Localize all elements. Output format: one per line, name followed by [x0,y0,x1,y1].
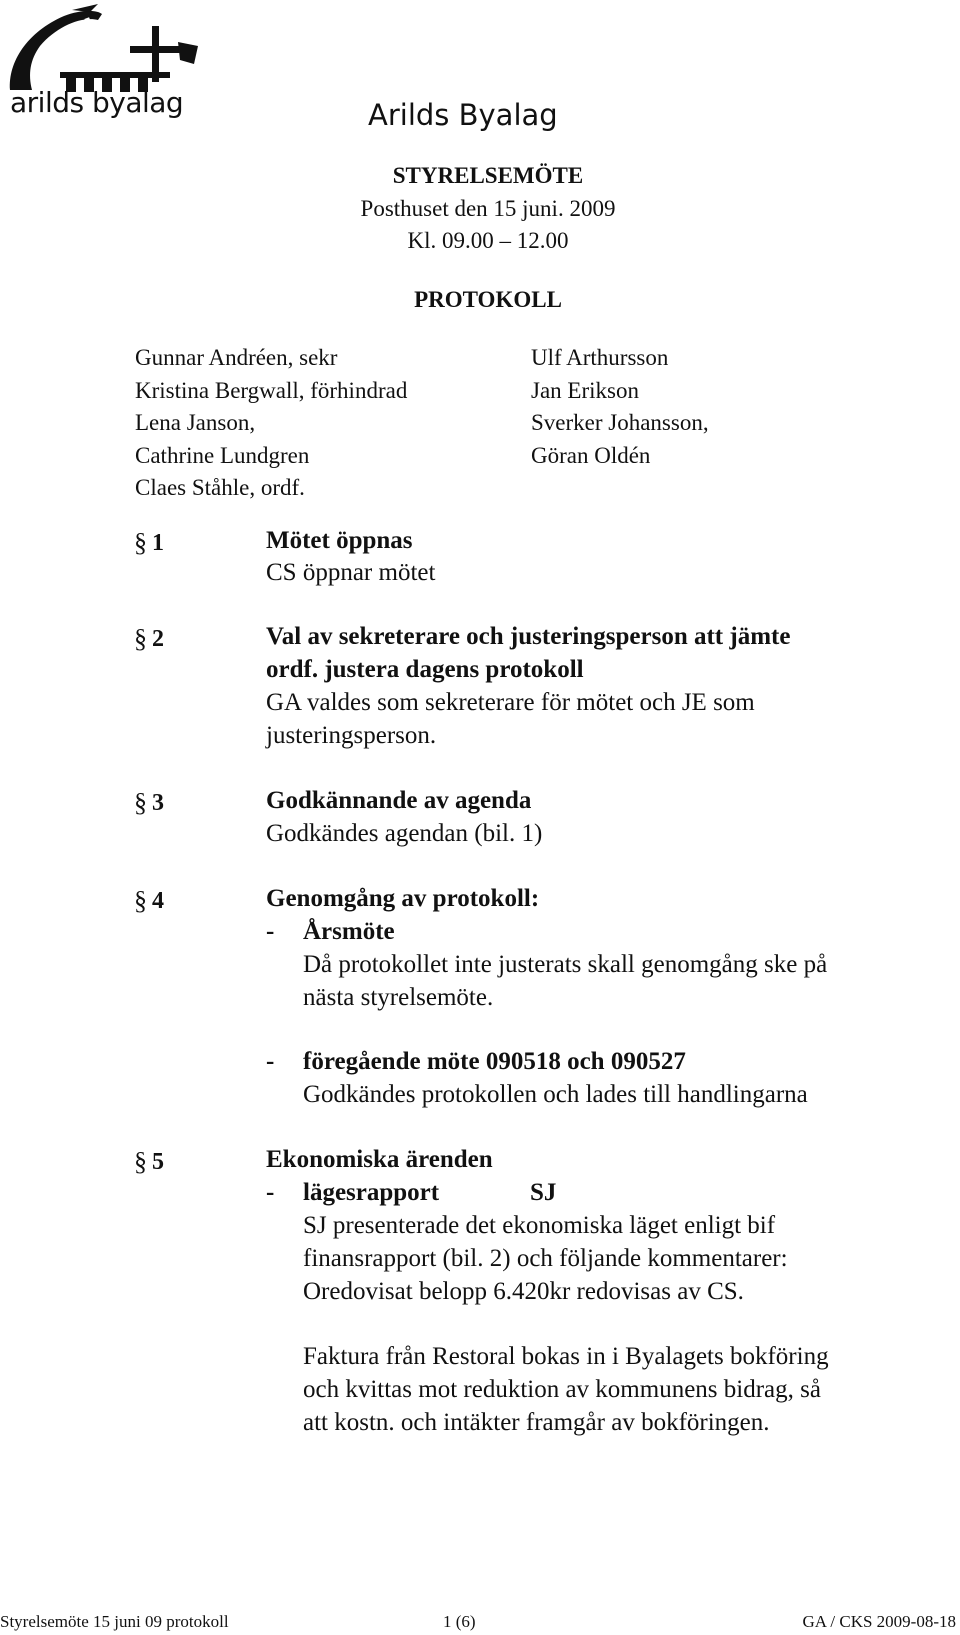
logo-text: arilds byalag [10,86,184,119]
section-2-number: 2 [152,626,164,652]
section-2-title-cont: ordf. justera dagens protokoll [266,656,584,683]
section-1-mark: § [134,528,147,557]
footer-left: Styrelsemöte 15 juni 09 protokoll [0,1612,229,1631]
attendee: Sverker Johansson, [531,410,709,435]
attendee: Claes Ståhle, ordf. [135,475,305,500]
meeting-type: STYRELSEMÖTE [392,163,584,188]
section-5-sub1-dash: - [266,1179,275,1206]
footer-page-number: 1 (6) [443,1612,476,1631]
meeting-time: Kl. 09.00 – 12.00 [407,228,569,253]
document-type: PROTOKOLL [414,287,562,312]
section-4-sub1-body-cont: nästa styrelsemöte. [303,984,494,1011]
section-4-sub1-body: Då protokollet inte justerats skall genomgång ske på [303,951,828,978]
attendees-left [135,342,407,505]
footer-right: GA / CKS 2009-08-18 [802,1612,956,1631]
section-5-para2-line: att kostn. och intäkter framgår av bokföringen. [303,1409,770,1436]
section-5-title: Ekonomiska ärenden [266,1146,493,1173]
section-3-body: Godkändes agendan (bil. 1) [266,820,543,847]
section-2-body-cont: justeringsperson. [266,722,437,749]
attendee: Kristina Bergwall, förhindrad [135,377,408,403]
section-2-title: Val av sekreterare och justeringsperson att jämte [266,623,791,650]
logo-graphic [2,2,202,92]
section-5-para1-line: finansrapport (bil. 2) och följande kommentarer: [303,1245,788,1272]
org-title: Arilds Byalag [368,98,558,132]
section-3-number: 3 [152,790,164,816]
section-5-para2-line: och kvittas mot reduktion av kommunens bidrag, så [303,1376,821,1403]
section-4-title: Genomgång av protokoll: [266,885,540,912]
section-4-sub1-title: Årsmöte [303,918,395,945]
attendee: Gunnar Andréen, sekr [135,345,338,370]
section-4-sub2-dash: - [266,1048,275,1075]
section-5-para2-line: Faktura från Restoral bokas in i Byalagets bokföring [303,1343,829,1370]
section-5-number: 5 [152,1149,164,1175]
attendee: Ulf Arthursson [531,345,669,370]
section-1-title: Mötet öppnas [266,527,413,554]
section-5-para1-line: Oredovisat belopp 6.420kr redovisas av CS. [303,1278,744,1305]
attendee: Jan Erikson [531,377,639,403]
attendee: Göran Oldén [531,442,651,468]
section-4-sub1-dash: - [266,918,275,945]
attendee: Lena Janson, [135,410,256,435]
attendees-right [531,342,709,472]
section-5-mark: § [134,1147,147,1176]
section-3-mark: § [134,788,147,817]
section-1-number: 1 [152,530,164,556]
section-1-body: CS öppnar mötet [266,559,436,586]
section-2-body: GA valdes som sekreterare för mötet och JE som [266,689,755,716]
attendee: Cathrine Lundgren [135,442,310,468]
section-4-number: 4 [152,888,164,914]
meeting-place-date: Posthuset den 15 juni. 2009 [360,196,616,221]
byalag-logo [2,2,202,127]
section-3-title: Godkännande av agenda [266,787,532,814]
section-4-mark: § [134,886,147,915]
section-2-mark: § [134,624,147,653]
section-5-sub1-title: lägesrapport [303,1179,440,1206]
section-4-sub2-title: föregående möte 090518 och 090527 [303,1048,686,1075]
section-4-sub2-body: Godkändes protokollen och lades till handlingarna [303,1081,808,1108]
section-5-para1-line: SJ presenterade det ekonomiska läget enligt bif [303,1212,776,1239]
section-5-sub1-responsible: SJ [530,1179,557,1206]
